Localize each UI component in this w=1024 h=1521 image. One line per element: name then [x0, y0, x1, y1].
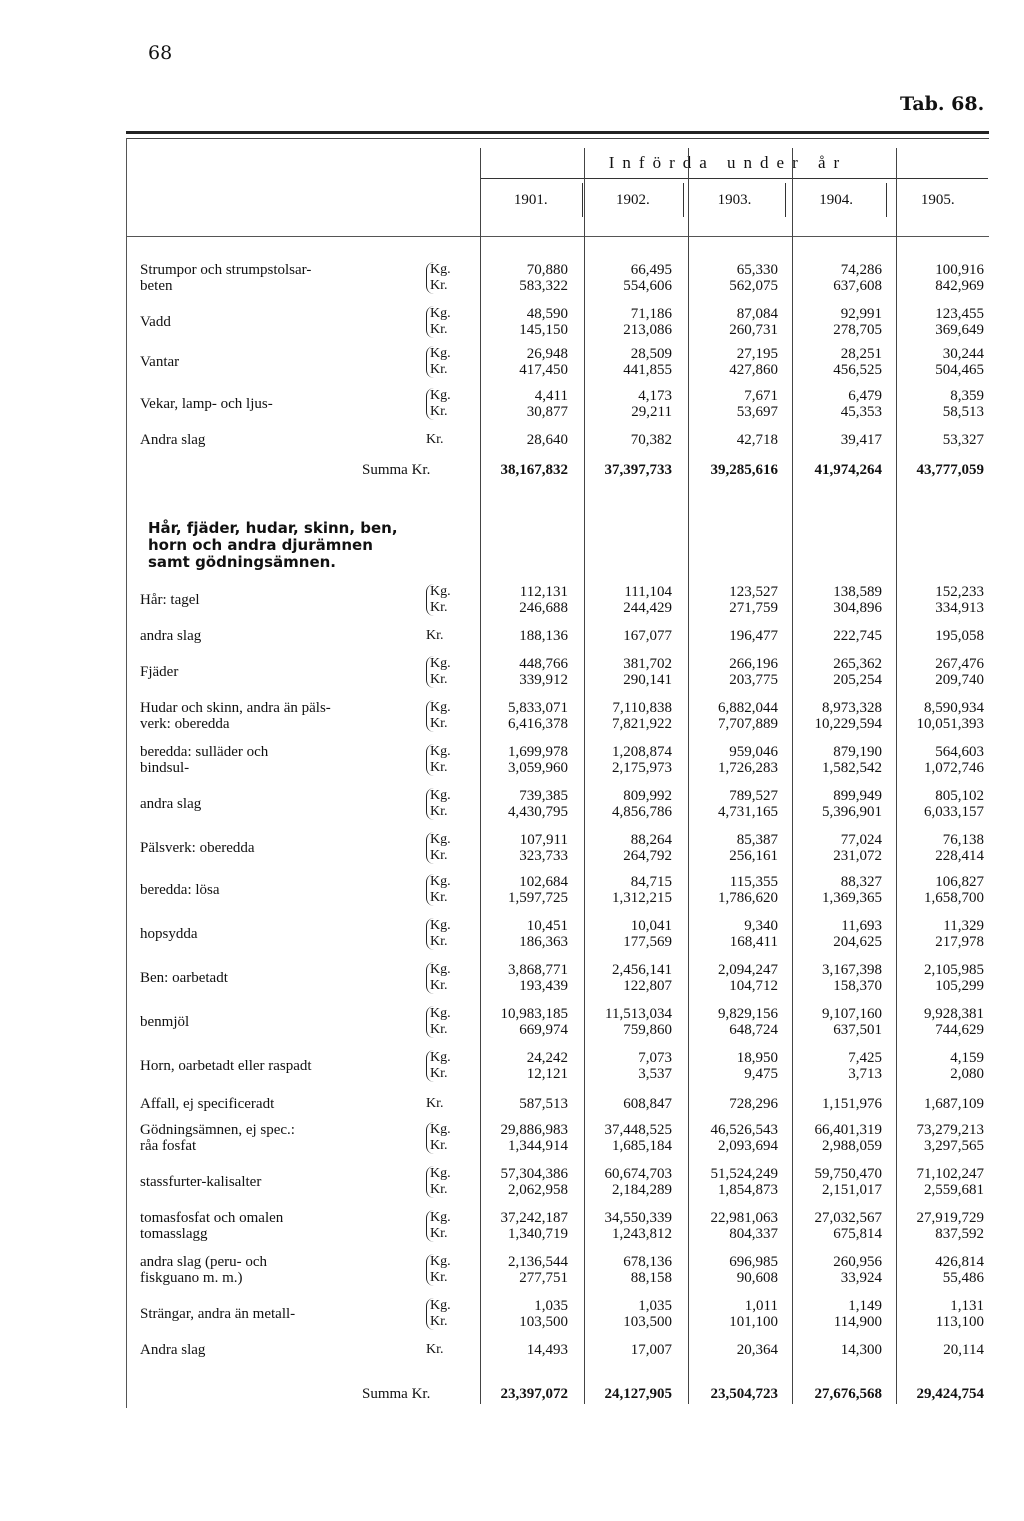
- table-cell: 59,750,470: [814, 1166, 882, 1182]
- unit-label: Kg. Kr.: [426, 1122, 451, 1154]
- table-cell: 57,304,386: [500, 1166, 568, 1182]
- table-cell: 213,086: [623, 322, 672, 338]
- table-cell: 114,900: [833, 1314, 882, 1330]
- table-cell: 369,649: [935, 322, 984, 338]
- table-cell: 1,035: [638, 1298, 672, 1314]
- table-cell: 6,882,044: [718, 700, 778, 716]
- row-label: Strängar, andra än metall-: [140, 1306, 296, 1322]
- table-label: Tab. 68.: [900, 93, 985, 115]
- table-cell: 37,242,187: [500, 1210, 568, 1226]
- summa-cell: 29,424,754: [916, 1386, 984, 1402]
- table-cell: 7,707,889: [718, 716, 778, 732]
- table-cell: 105,299: [935, 978, 984, 994]
- table-cell: 6,033,157: [924, 804, 984, 820]
- table-cell: 879,190: [833, 744, 882, 760]
- table-cell: 1,597,725: [508, 890, 568, 906]
- table-cell: 266,196: [729, 656, 778, 672]
- table-left-border: [126, 138, 127, 1408]
- unit-label: Kr.: [426, 1096, 444, 1111]
- table-cell: 837,592: [935, 1226, 984, 1242]
- table-cell: 195,058: [935, 628, 984, 644]
- table-cell: 381,702: [623, 656, 672, 672]
- unit-label: Kg. Kr.: [426, 388, 451, 420]
- table-cell: 4,856,786: [612, 804, 672, 820]
- unit-label: Kg. Kr.: [426, 874, 451, 906]
- table-cell: 123,455: [935, 306, 984, 322]
- table-cell: 158,370: [833, 978, 882, 994]
- year-header-row: [480, 183, 988, 217]
- column-group-heading: Införda under år: [608, 153, 848, 172]
- table-cell: 728,296: [729, 1096, 778, 1112]
- table-cell: 70,880: [526, 262, 568, 278]
- row-label: Hår: tagel: [140, 592, 200, 608]
- table-cell: 3,868,771: [508, 962, 568, 978]
- page-number: 68: [148, 42, 173, 64]
- table-cell: 2,151,017: [822, 1182, 882, 1198]
- table-cell: 228,414: [935, 848, 984, 864]
- unit-label: Kg. Kr.: [426, 918, 451, 950]
- table-cell: 196,477: [729, 628, 778, 644]
- table-cell: 504,465: [935, 362, 984, 378]
- table-cell: 583,322: [519, 278, 568, 294]
- table-cell: 809,992: [623, 788, 672, 804]
- table-cell: 28,640: [526, 432, 568, 448]
- table-cell: 115,355: [729, 874, 778, 890]
- table-cell: 2,136,544: [508, 1254, 568, 1270]
- table-cell: 1,854,873: [718, 1182, 778, 1198]
- year-heading: 1905.: [886, 183, 988, 217]
- top-rule-thin: [126, 138, 989, 139]
- table-cell: 10,229,594: [814, 716, 882, 732]
- table-cell: 66,495: [630, 262, 672, 278]
- table-cell: 1,011: [744, 1298, 778, 1314]
- table-cell: 11,693: [841, 918, 882, 934]
- table-cell: 759,860: [623, 1022, 672, 1038]
- table-cell: 8,590,934: [924, 700, 984, 716]
- table-cell: 111,104: [624, 584, 672, 600]
- table-cell: 264,792: [623, 848, 672, 864]
- table-cell: 304,896: [833, 600, 882, 616]
- table-cell: 138,589: [833, 584, 882, 600]
- unit-label: Kg. Kr.: [426, 788, 451, 820]
- table-cell: 1,149: [848, 1298, 882, 1314]
- table-cell: 152,233: [935, 584, 984, 600]
- summa-cell: 39,285,616: [710, 462, 778, 478]
- table-cell: 290,141: [623, 672, 672, 688]
- table-cell: 193,439: [519, 978, 568, 994]
- table-cell: 2,988,059: [822, 1138, 882, 1154]
- summa-cell: 37,397,733: [604, 462, 672, 478]
- unit-label: Kr.: [426, 432, 444, 447]
- table-cell: 205,254: [833, 672, 882, 688]
- table-cell: 260,956: [833, 1254, 882, 1270]
- row-label: andra slag: [140, 628, 202, 644]
- table-cell: 186,363: [519, 934, 568, 950]
- table-cell: 441,855: [623, 362, 672, 378]
- unit-label: Kr.: [426, 1342, 444, 1357]
- table-cell: 7,073: [638, 1050, 672, 1066]
- table-cell: 789,527: [729, 788, 778, 804]
- table-cell: 9,107,160: [822, 1006, 882, 1022]
- table-cell: 2,094,247: [718, 962, 778, 978]
- table-cell: 637,501: [833, 1022, 882, 1038]
- unit-label: Kg. Kr.: [426, 1298, 451, 1330]
- table-cell: 554,606: [623, 278, 672, 294]
- table-cell: 71,102,247: [916, 1166, 984, 1182]
- row-label: Andra slag: [140, 1342, 206, 1358]
- table-cell: 27,195: [736, 346, 778, 362]
- table-cell: 5,396,901: [822, 804, 882, 820]
- unit-label: Kg. Kr.: [426, 700, 451, 732]
- row-label: Vekar, lamp- och ljus-: [140, 396, 273, 412]
- table-cell: 426,814: [935, 1254, 984, 1270]
- table-cell: 145,150: [519, 322, 568, 338]
- table-cell: 1,699,978: [508, 744, 568, 760]
- row-label: Fjäder: [140, 664, 179, 680]
- table-cell: 2,080: [950, 1066, 984, 1082]
- table-cell: 100,916: [935, 262, 984, 278]
- table-cell: 20,114: [943, 1342, 984, 1358]
- table-cell: 1,344,914: [508, 1138, 568, 1154]
- table-cell: 168,411: [729, 934, 778, 950]
- row-label: Hudar och skinn, andra än päls- verk: oberedda: [140, 700, 331, 732]
- table-cell: 3,537: [638, 1066, 672, 1082]
- table-cell: 12,121: [526, 1066, 568, 1082]
- row-label: Horn, oarbetadt eller raspadt: [140, 1058, 312, 1074]
- table-cell: 53,697: [736, 404, 778, 420]
- table-cell: 46,526,543: [710, 1122, 778, 1138]
- table-cell: 6,416,378: [508, 716, 568, 732]
- table-cell: 648,724: [729, 1022, 778, 1038]
- table-cell: 30,244: [942, 346, 984, 362]
- row-label: tomasfosfat och omalen tomasslagg: [140, 1210, 284, 1242]
- table-cell: 71,186: [630, 306, 672, 322]
- table-cell: 65,330: [736, 262, 778, 278]
- table-cell: 88,327: [840, 874, 882, 890]
- table-cell: 334,913: [935, 600, 984, 616]
- table-cell: 8,973,328: [822, 700, 882, 716]
- table-cell: 11,329: [943, 918, 984, 934]
- unit-label: Kg. Kr.: [426, 1050, 451, 1082]
- table-cell: 2,184,289: [612, 1182, 672, 1198]
- table-cell: 66,401,319: [814, 1122, 882, 1138]
- table-cell: 2,105,985: [924, 962, 984, 978]
- table-cell: 11,513,034: [605, 1006, 672, 1022]
- row-label: Ben: oarbetadt: [140, 970, 228, 986]
- table-cell: 899,949: [833, 788, 882, 804]
- table-cell: 246,688: [519, 600, 568, 616]
- summa-cell: 24,127,905: [604, 1386, 672, 1402]
- table-cell: 564,603: [935, 744, 984, 760]
- table-cell: 696,985: [729, 1254, 778, 1270]
- table-cell: 20,364: [736, 1342, 778, 1358]
- table-cell: 18,950: [736, 1050, 778, 1066]
- table-cell: 103,500: [623, 1314, 672, 1330]
- table-cell: 3,713: [848, 1066, 882, 1082]
- table-cell: 76,138: [942, 832, 984, 848]
- table-cell: 10,051,393: [916, 716, 984, 732]
- table-cell: 102,684: [519, 874, 568, 890]
- table-cell: 203,775: [729, 672, 778, 688]
- table-cell: 87,084: [736, 306, 778, 322]
- unit-label: Kg. Kr.: [426, 346, 451, 378]
- table-cell: 48,590: [526, 306, 568, 322]
- unit-label: Kg. Kr.: [426, 584, 451, 616]
- table-cell: 51,524,249: [710, 1166, 778, 1182]
- table-cell: 222,745: [833, 628, 882, 644]
- row-label: Andra slag: [140, 432, 206, 448]
- year-heading: 1902.: [582, 183, 684, 217]
- table-cell: 33,924: [840, 1270, 882, 1286]
- table-cell: 4,430,795: [508, 804, 568, 820]
- table-cell: 805,102: [935, 788, 984, 804]
- unit-label: Kg. Kr.: [426, 962, 451, 994]
- table-cell: 5,833,071: [508, 700, 568, 716]
- table-cell: 4,411: [534, 388, 568, 404]
- table-cell: 4,173: [638, 388, 672, 404]
- unit-label: Kg. Kr.: [426, 306, 451, 338]
- table-cell: 177,569: [623, 934, 672, 950]
- unit-label: Kg. Kr.: [426, 832, 451, 864]
- table-cell: 804,337: [729, 1226, 778, 1242]
- row-label: Vantar: [140, 354, 180, 370]
- table-cell: 277,751: [519, 1270, 568, 1286]
- table-cell: 73,279,213: [916, 1122, 984, 1138]
- table-cell: 123,527: [729, 584, 778, 600]
- row-label: Strumpor och strumpstolsar- beten: [140, 262, 312, 294]
- row-label: stassfurter-kalisalter: [140, 1174, 262, 1190]
- table-cell: 28,509: [630, 346, 672, 362]
- table-cell: 77,024: [840, 832, 882, 848]
- table-cell: 112,131: [519, 584, 568, 600]
- unit-label: Kg. Kr.: [426, 744, 451, 776]
- table-cell: 55,486: [942, 1270, 984, 1286]
- section-title: Hår, fjäder, hudar, skinn, ben, horn och andra djurämnen samt gödningsämnen.: [148, 519, 398, 571]
- header-rule: [126, 236, 989, 237]
- table-cell: 7,821,922: [612, 716, 672, 732]
- year-heading: 1903.: [683, 183, 785, 217]
- table-cell: 14,493: [526, 1342, 568, 1358]
- summa-label: Summa Kr.: [362, 462, 431, 478]
- table-cell: 14,300: [840, 1342, 882, 1358]
- table-cell: 122,807: [623, 978, 672, 994]
- table-cell: 88,158: [630, 1270, 672, 1286]
- unit-label: Kg. Kr.: [426, 1166, 451, 1198]
- table-cell: 256,161: [729, 848, 778, 864]
- table-cell: 70,382: [630, 432, 672, 448]
- summa-cell: 43,777,059: [916, 462, 984, 478]
- table-cell: 675,814: [833, 1226, 882, 1242]
- table-cell: 17,007: [630, 1342, 672, 1358]
- table-cell: 167,077: [623, 628, 672, 644]
- table-cell: 265,362: [833, 656, 882, 672]
- table-cell: 744,629: [935, 1022, 984, 1038]
- table-cell: 10,451: [526, 918, 568, 934]
- table-cell: 417,450: [519, 362, 568, 378]
- column-header: [468, 148, 988, 217]
- row-label: Gödningsämnen, ej spec.: råa fosfat: [140, 1122, 295, 1154]
- table-cell: 27,919,729: [916, 1210, 984, 1226]
- table-cell: 562,075: [729, 278, 778, 294]
- year-rule: [480, 178, 988, 179]
- table-cell: 7,110,838: [612, 700, 672, 716]
- table-cell: 45,353: [840, 404, 882, 420]
- row-label: beredda: sulläder och bindsul-: [140, 744, 269, 776]
- table-cell: 1,243,812: [612, 1226, 672, 1242]
- table-cell: 1,072,746: [924, 760, 984, 776]
- table-cell: 2,456,141: [612, 962, 672, 978]
- row-label: Affall, ej specificeradt: [140, 1096, 275, 1112]
- unit-label: Kg. Kr.: [426, 1254, 451, 1286]
- table-cell: 587,513: [519, 1096, 568, 1112]
- table-cell: 9,928,381: [924, 1006, 984, 1022]
- top-rule: [126, 131, 989, 134]
- table-cell: 26,948: [526, 346, 568, 362]
- table-cell: 448,766: [519, 656, 568, 672]
- table-cell: 260,731: [729, 322, 778, 338]
- table-cell: 959,046: [729, 744, 778, 760]
- table-cell: 22,981,063: [710, 1210, 778, 1226]
- table-cell: 101,100: [729, 1314, 778, 1330]
- table-cell: 1,340,719: [508, 1226, 568, 1242]
- table-cell: 60,674,703: [604, 1166, 672, 1182]
- table-cell: 456,525: [833, 362, 882, 378]
- table-cell: 278,705: [833, 322, 882, 338]
- table-cell: 1,687,109: [924, 1096, 984, 1112]
- table-cell: 9,829,156: [718, 1006, 778, 1022]
- table-cell: 42,718: [736, 432, 778, 448]
- row-label: andra slag (peru- och fiskguano m. m.): [140, 1254, 268, 1286]
- table-cell: 1,369,365: [822, 890, 882, 906]
- summa-cell: 23,504,723: [710, 1386, 778, 1402]
- table-cell: 739,385: [519, 788, 568, 804]
- table-cell: 267,476: [935, 656, 984, 672]
- row-label: benmjöl: [140, 1014, 190, 1030]
- table-cell: 10,983,185: [500, 1006, 568, 1022]
- table-cell: 92,991: [840, 306, 882, 322]
- table-cell: 104,712: [729, 978, 778, 994]
- table-cell: 1,685,184: [612, 1138, 672, 1154]
- table-cell: 678,136: [623, 1254, 672, 1270]
- table-cell: 2,559,681: [924, 1182, 984, 1198]
- table-cell: 1,131: [950, 1298, 984, 1314]
- table-cell: 29,211: [631, 404, 672, 420]
- table-cell: 9,340: [744, 918, 778, 934]
- table-cell: 58,513: [942, 404, 984, 420]
- table-cell: 90,608: [736, 1270, 778, 1286]
- table-cell: 85,387: [736, 832, 778, 848]
- table-cell: 28,251: [840, 346, 882, 362]
- table-cell: 2,062,958: [508, 1182, 568, 1198]
- table-cell: 3,297,565: [924, 1138, 984, 1154]
- table-cell: 27,032,567: [814, 1210, 882, 1226]
- row-label: Vadd: [140, 314, 171, 330]
- table-cell: 1,151,976: [822, 1096, 882, 1112]
- table-cell: 53,327: [942, 432, 984, 448]
- row-label: hopsydda: [140, 926, 198, 942]
- table-cell: 217,978: [935, 934, 984, 950]
- table-cell: 113,100: [935, 1314, 984, 1330]
- table-cell: 24,242: [526, 1050, 568, 1066]
- unit-label: Kg. Kr.: [426, 1210, 451, 1242]
- table-cell: 30,877: [526, 404, 568, 420]
- table-cell: 84,715: [630, 874, 672, 890]
- table-cell: 1,658,700: [924, 890, 984, 906]
- unit-label: Kr.: [426, 628, 444, 643]
- table-cell: 244,429: [623, 600, 672, 616]
- table-cell: 103,500: [519, 1314, 568, 1330]
- row-label: Pälsverk: oberedda: [140, 840, 255, 856]
- table-cell: 88,264: [630, 832, 672, 848]
- year-heading: 1904.: [785, 183, 887, 217]
- table-cell: 1,208,874: [612, 744, 672, 760]
- table-cell: 9,475: [744, 1066, 778, 1082]
- table-cell: 209,740: [935, 672, 984, 688]
- table-cell: 7,425: [848, 1050, 882, 1066]
- summa-cell: 38,167,832: [500, 462, 568, 478]
- table-cell: 231,072: [833, 848, 882, 864]
- table-cell: 6,479: [848, 388, 882, 404]
- table-cell: 37,448,525: [604, 1122, 672, 1138]
- table-cell: 107,911: [519, 832, 568, 848]
- table-cell: 2,175,973: [612, 760, 672, 776]
- table-cell: 842,969: [935, 278, 984, 294]
- table-cell: 4,731,165: [718, 804, 778, 820]
- table-cell: 3,167,398: [822, 962, 882, 978]
- table-cell: 339,912: [519, 672, 568, 688]
- table-cell: 39,417: [840, 432, 882, 448]
- summa-cell: 41,974,264: [814, 462, 882, 478]
- table-cell: 29,886,983: [500, 1122, 568, 1138]
- summa-label: Summa Kr.: [362, 1386, 431, 1402]
- table-cell: 3,059,960: [508, 760, 568, 776]
- table-cell: 2,093,694: [718, 1138, 778, 1154]
- table-cell: 637,608: [833, 278, 882, 294]
- row-label: andra slag: [140, 796, 202, 812]
- unit-label: Kg. Kr.: [426, 262, 451, 294]
- table-cell: 1,726,283: [718, 760, 778, 776]
- table-cell: 427,860: [729, 362, 778, 378]
- table-cell: 8,359: [950, 388, 984, 404]
- table-cell: 323,733: [519, 848, 568, 864]
- table-cell: 7,671: [744, 388, 778, 404]
- table-cell: 74,286: [840, 262, 882, 278]
- table-cell: 10,041: [630, 918, 672, 934]
- table-cell: 34,550,339: [604, 1210, 672, 1226]
- year-heading: 1901.: [513, 192, 548, 208]
- row-label: beredda: lösa: [140, 882, 220, 898]
- table-cell: 1,786,620: [718, 890, 778, 906]
- table-cell: 669,974: [519, 1022, 568, 1038]
- table-cell: 1,582,542: [822, 760, 882, 776]
- table-cell: 106,827: [935, 874, 984, 890]
- table-cell: 4,159: [950, 1050, 984, 1066]
- table-cell: 1,312,215: [612, 890, 672, 906]
- table-cell: 188,136: [519, 628, 568, 644]
- table-cell: 608,847: [623, 1096, 672, 1112]
- table-cell: 271,759: [729, 600, 778, 616]
- unit-label: Kg. Kr.: [426, 1006, 451, 1038]
- table-cell: 204,625: [833, 934, 882, 950]
- unit-label: Kg. Kr.: [426, 656, 451, 688]
- summa-cell: 23,397,072: [500, 1386, 568, 1402]
- summa-cell: 27,676,568: [814, 1386, 882, 1402]
- table-cell: 1,035: [534, 1298, 568, 1314]
